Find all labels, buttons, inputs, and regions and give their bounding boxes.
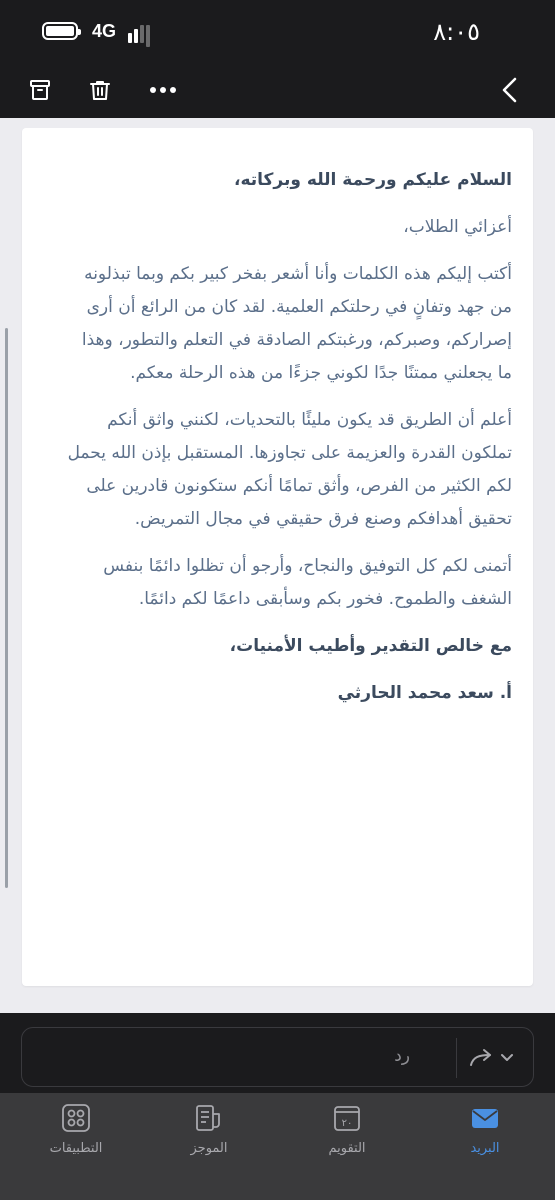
reply-placeholder: رد [394,1046,410,1066]
archive-button[interactable] [20,70,60,110]
back-button[interactable] [490,70,530,110]
message-signature: أ. سعد محمد الحارثي [337,683,512,703]
tab-label: الموجز [190,1141,228,1156]
tab-label: البريد [470,1141,500,1156]
tab-calendar[interactable] [292,1103,402,1173]
message-toolbar [0,60,555,118]
reply-area [0,1013,555,1093]
archive-icon [28,78,52,102]
message-body [66,164,512,710]
message-salutation: أعزائي الطلاب، [403,217,512,237]
scrollbar[interactable] [5,328,8,888]
more-button[interactable] [143,70,183,110]
tab-apps[interactable] [21,1103,131,1173]
apps-grid-icon [61,1103,91,1133]
calendar-icon [332,1103,362,1133]
network-type: 4G [92,21,117,41]
mail-icon [470,1103,500,1133]
status-bar [0,0,555,60]
message-card [22,128,533,986]
message-closing: مع خالص التقدير وأطيب الأمنيات، [229,636,512,656]
svg-text:٢٠: ٢٠ [341,1118,353,1129]
reply-input[interactable] [21,1027,534,1087]
feed-icon [194,1103,224,1133]
message-paragraph: أتمنى لكم كل التوفيق والنجاح، وأرجو أن تظلوا دائمًا بنفس الشغف والطموح. فخور بكم وسأبقى داعمًا لكم دائمًا. [103,556,512,609]
chevron-down-icon [500,1053,514,1063]
tab-mail[interactable] [430,1103,540,1173]
divider [456,1038,457,1078]
signal-strength-icon [128,25,158,43]
clock: ٨:٠٥ [433,18,480,46]
delete-button[interactable] [80,70,120,110]
tab-label: التقويم [328,1141,366,1156]
tab-feed[interactable] [154,1103,264,1173]
message-paragraph: أعلم أن الطريق قد يكون مليئًا بالتحديات، لكنني واثق أنكم تملكون القدرة والعزيمة على تجاوزها. المستقبل بإذن الله يحمل لكم الكثير من الفرص، وأثق تمامًا أنكم ستكونون قادرين على تحقيق أهدافكم وصنع فرق حقيقي في مجال التمريض. [67,410,512,529]
message-view[interactable] [0,118,555,1013]
more-icon [149,86,177,94]
trash-icon [88,78,112,102]
back-arrow-icon [500,76,520,104]
tab-bar [0,1093,555,1200]
forward-arrow-icon [468,1047,494,1069]
message-paragraph: أكتب إليكم هذه الكلمات وأنا أشعر بفخر كبير بكم وبما تبذلونه من جهد وتفانٍ في رحلتكم العلمية. لقد كان من الرائع أن أرى إصراركم، وصبركم، ورغبتكم الصادقة في التعلم والتطور، وهذا ما يجعلني ممتنًا جدًا لكوني جزءًا من هذه الرحلة معكم. [81,264,512,383]
battery-icon [42,22,78,40]
tab-label: التطبيقات [49,1141,103,1156]
message-greeting: السلام عليكم ورحمة الله وبركاته، [234,170,512,190]
reply-options-button[interactable] [468,1042,524,1074]
